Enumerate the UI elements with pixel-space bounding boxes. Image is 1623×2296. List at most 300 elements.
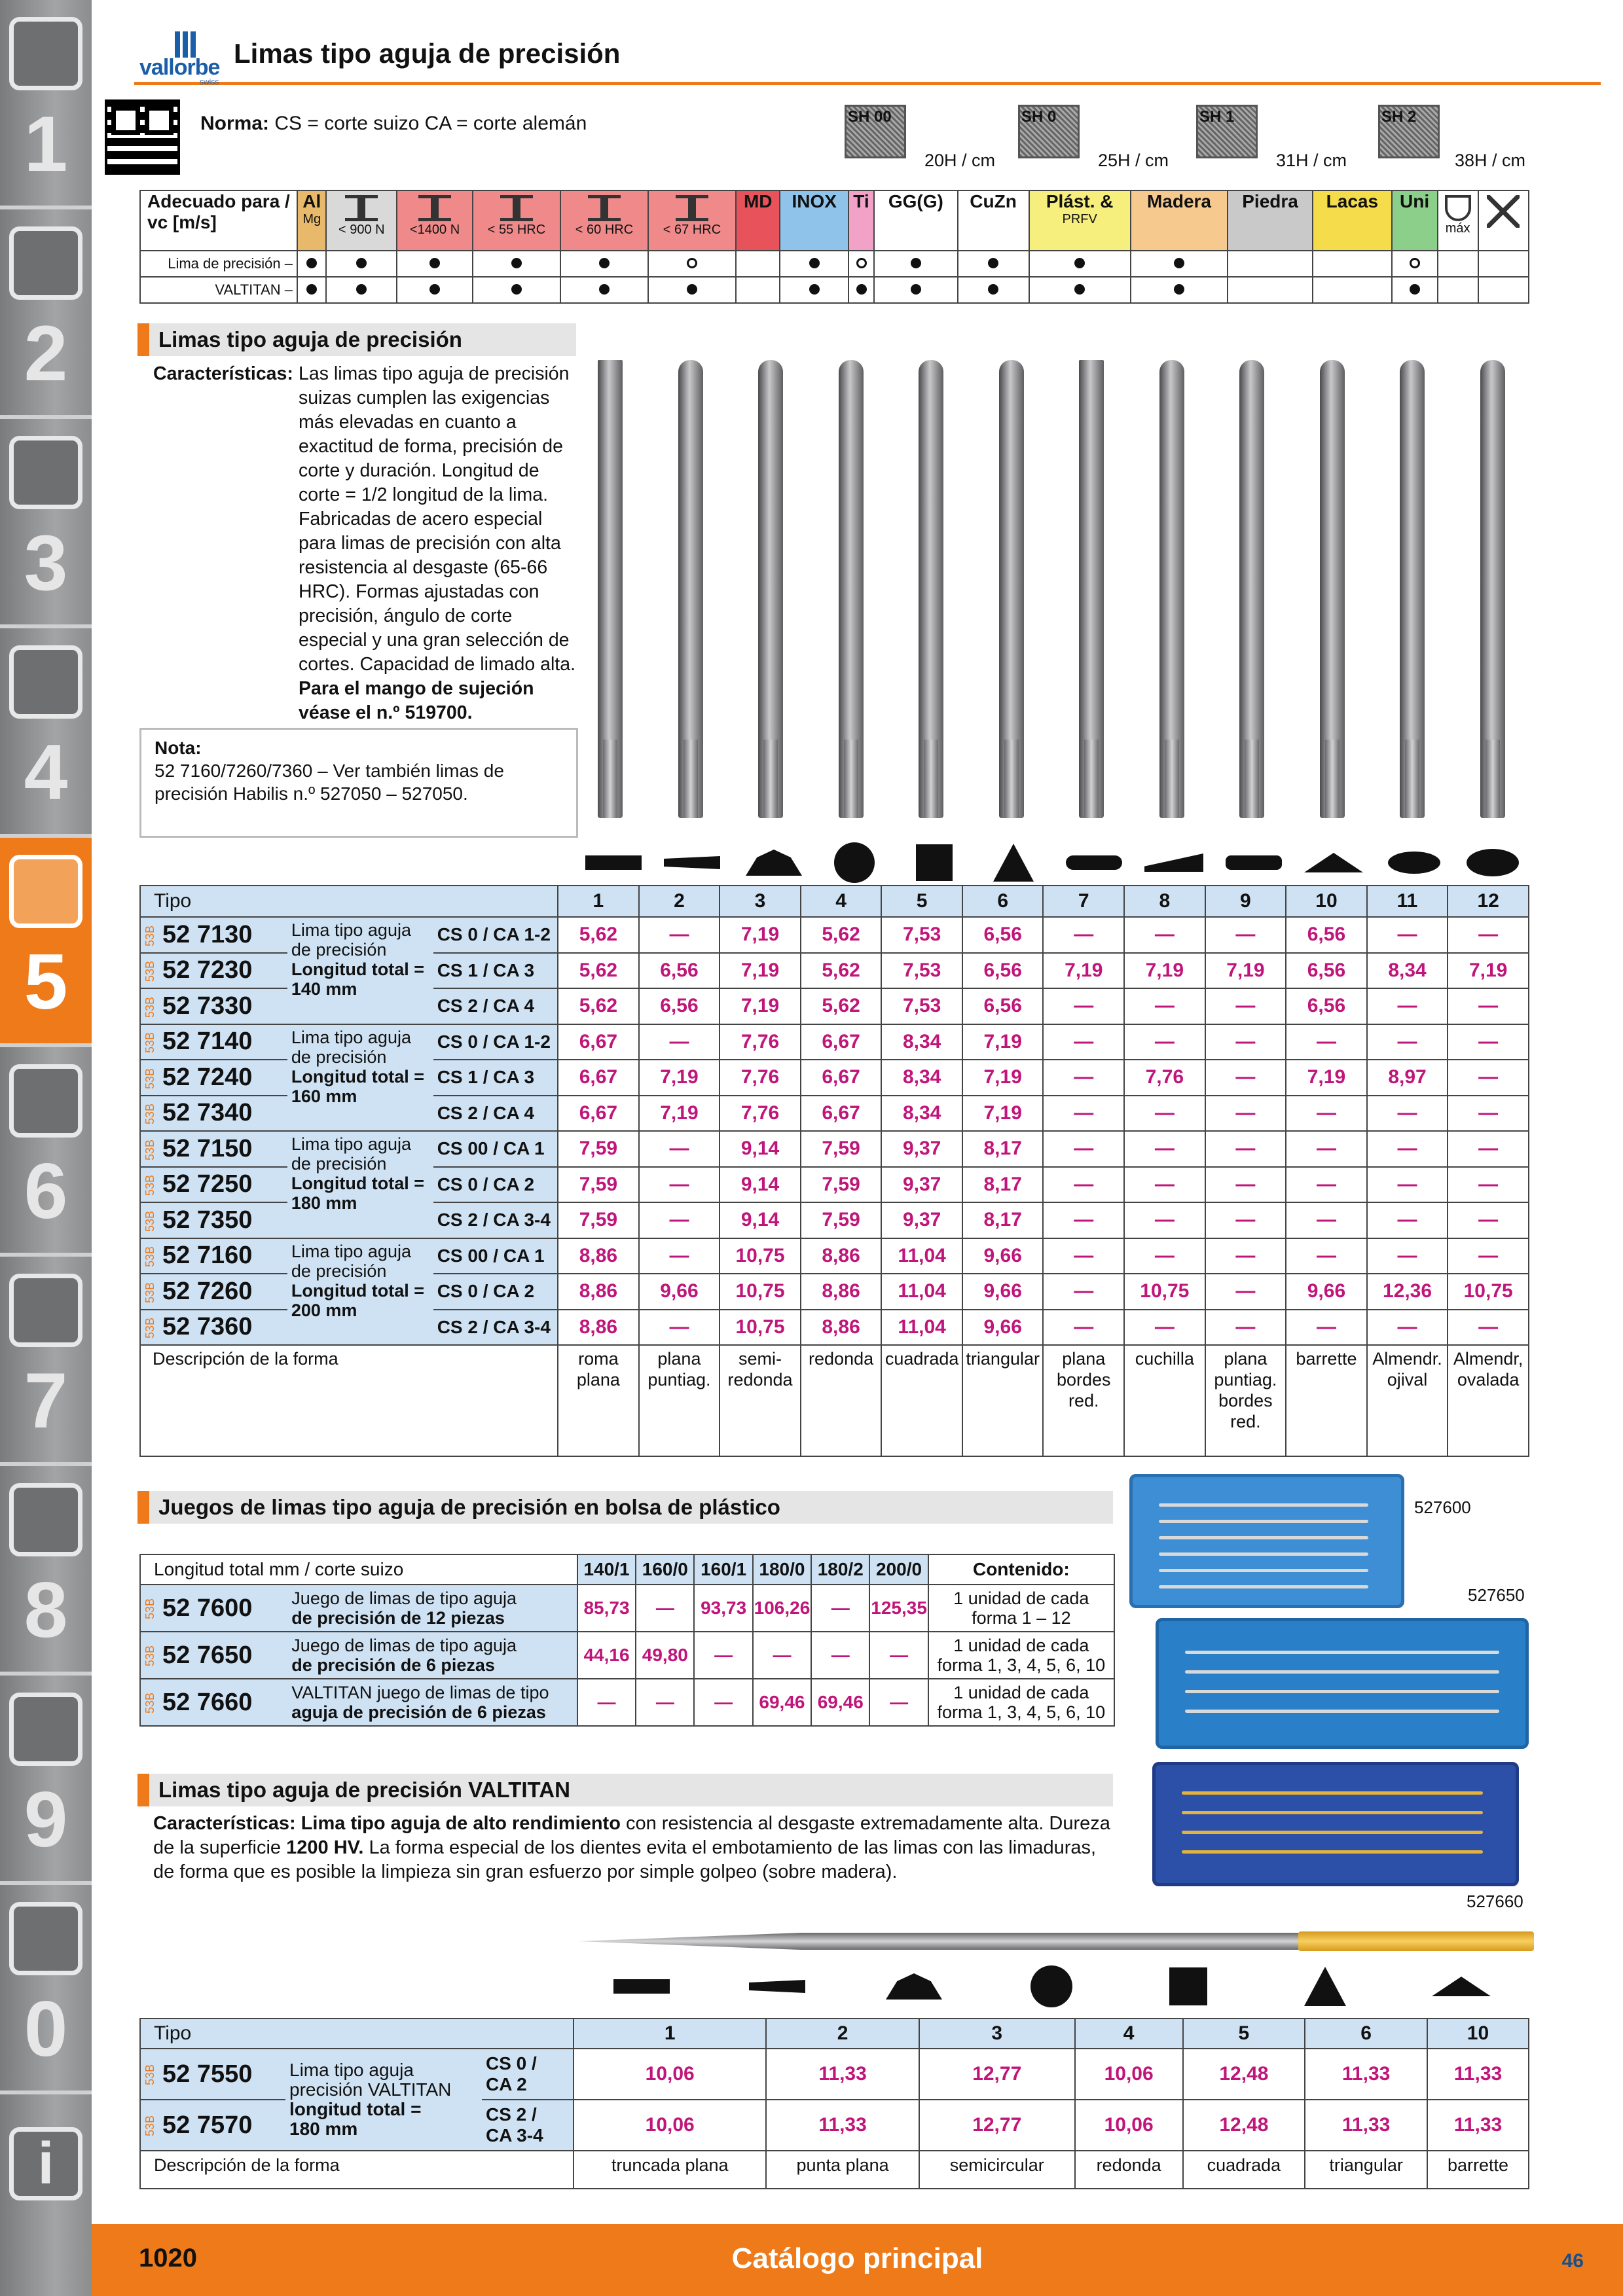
price-cell: — — [1043, 1310, 1124, 1346]
product-description: Lima tipo aguja precisión VALTITAN longitud total = 180 mm — [285, 2049, 482, 2151]
price-cell: — — [1205, 1202, 1286, 1238]
suitable-dot — [429, 258, 440, 268]
cut-swatch-sh1: SH 1 31H / cm — [1196, 105, 1347, 170]
page-footer — [92, 2224, 1623, 2296]
set-description: Juego de limas de tipo aguja de precisión de 6 piezas — [286, 1632, 577, 1679]
chapter-number: 9 — [24, 1776, 68, 1863]
coolant-icon — [1445, 195, 1471, 221]
suitable-dot — [429, 284, 440, 295]
bag-image-527650 — [1156, 1618, 1529, 1749]
price-cell: 8,97 — [1367, 1060, 1448, 1096]
material-column: Piedra — [1228, 190, 1313, 251]
note-box: Nota: 52 7160/7260/7360 – Ver también limas de precisión Habilis n.º 527050 – 527050. — [139, 728, 578, 838]
chapter-tab-7[interactable] — [0, 1257, 92, 1466]
article-number: 53B 52 7330 — [140, 988, 287, 1024]
price-cell: 7,76 — [720, 1096, 801, 1132]
chapter-tab-1[interactable] — [0, 0, 92, 209]
cut-grade: CS 00 / CA 1 — [433, 1131, 558, 1167]
price-cell: 12,48 — [1183, 2049, 1305, 2100]
material-column: CuZn — [958, 190, 1029, 251]
material-column: Lacas — [1313, 190, 1392, 251]
material-column: máx — [1438, 190, 1478, 251]
price-cell: 10,06 — [574, 2049, 766, 2100]
material-column: MD — [736, 190, 780, 251]
steel-icon — [500, 195, 533, 221]
valtitan-shape-2-icon — [749, 1980, 805, 1993]
price-cell: 7,19 — [962, 1096, 1044, 1132]
table-header: Tipo 1 2 3 4 5 6 7 8 9 10 11 12 — [140, 886, 1529, 917]
price-cell: — — [1367, 1310, 1448, 1346]
chapter-tab-4[interactable] — [0, 628, 92, 838]
price-cell: 7,53 — [881, 953, 962, 989]
price-cell: — — [1286, 1202, 1367, 1238]
section-header-precision-files: Limas tipo aguja de precisión — [137, 323, 576, 356]
section-header-valtitan: Limas tipo aguja de precisión VALTITAN — [137, 1774, 1113, 1806]
price-cell: 7,19 — [639, 1096, 720, 1132]
norma-text: Norma: CS = corte suizo CA = corte alemán — [200, 113, 587, 134]
price-cell: — — [1205, 1096, 1286, 1132]
valtitan-table — [139, 2018, 1529, 2189]
chapter-number: 6 — [24, 1147, 68, 1235]
material-column: < 67 HRC — [648, 190, 736, 251]
steel-icon — [418, 195, 451, 221]
price-cell: 11,33 — [1305, 2100, 1427, 2151]
price-cell: 7,53 — [881, 917, 962, 953]
price-cell: 6,56 — [962, 917, 1044, 953]
steel-icon — [676, 195, 708, 221]
set-contents: 1 unidad de cada forma 1, 3, 4, 5, 6, 10 — [928, 1632, 1114, 1679]
table-row[interactable] — [140, 1131, 1529, 1167]
price-cell: — — [1367, 917, 1448, 953]
price-cell: 7,53 — [881, 988, 962, 1024]
suitable-dot — [306, 284, 317, 295]
profile-shape-10-icon — [1304, 853, 1363, 872]
chapter-tab-8[interactable] — [0, 1466, 92, 1676]
characteristics-text: Características: Las limas tipo aguja de precisión suizas cumplen las exigencias más elevadas en cuanto a exactitud de forma, precisión de corte y duración. Longitud de corte = 1/2 longitud de la lima. Fabricadas de acero especial para limas de precisión con alta resistencia al desgaste (65-66 HRC). Formas ajustadas con precisión, ángulo de corte especial y una gran selección de cortes. Capacidad de limado alta. Para el mango de sujeción véase el n.º 519700. — [153, 363, 575, 723]
valtitan-shape-3-icon — [886, 1973, 942, 2000]
suitable-dot — [599, 258, 610, 268]
product-description: Lima tipo aguja de precisión Longitud total = 160 mm — [287, 1024, 433, 1132]
price-cell: — — [1367, 1238, 1448, 1274]
table-header: Longitud total mm / corte suizo 140/1 160/0 160/1 180/0 180/2 200/0 Contenido: — [140, 1554, 1114, 1585]
table-row[interactable] — [140, 917, 1529, 953]
price-cell: — — [639, 1167, 720, 1203]
material-column: Uni — [1392, 190, 1438, 251]
cut-grade: CS 0 / CA 1-2 — [433, 1024, 558, 1060]
price-cell: — — [1205, 1274, 1286, 1310]
price-cell: 9,37 — [881, 1202, 962, 1238]
no-coolant-icon — [1487, 195, 1520, 228]
price-cell: 9,66 — [639, 1274, 720, 1310]
shape-description-row: Descripción de la forma roma plana plana puntiag. semi-redonda redonda cuadrada triangular plana bordes red. cuchilla plana puntiag. bordes red. barrette Almendr. ojival Almendr, ovalada — [140, 1345, 1529, 1456]
profile-shape-9-icon — [1226, 855, 1282, 870]
cut-grade: CS 1 / CA 3 — [433, 1060, 558, 1096]
price-cell: 11,33 — [766, 2100, 919, 2151]
price-cell: — — [1124, 1131, 1205, 1167]
price-cell: 6,56 — [962, 988, 1044, 1024]
price-cell: 6,67 — [801, 1060, 882, 1096]
price-cell: — — [1448, 917, 1529, 953]
price-cell: 69,46 — [811, 1679, 869, 1726]
set-contents: 1 unidad de cada forma 1 – 12 — [928, 1585, 1114, 1632]
profile-shape-3-icon — [746, 850, 802, 876]
price-cell: — — [1124, 1238, 1205, 1274]
price-cell: 6,56 — [1286, 988, 1367, 1024]
info-icon[interactable]: i — [9, 2127, 82, 2200]
price-cell: 8,86 — [801, 1274, 882, 1310]
price-cell: 10,75 — [1448, 1274, 1529, 1310]
price-cell: — — [1286, 1096, 1367, 1132]
product-description: Lima tipo aguja de precisión Longitud total = 180 mm — [287, 1131, 433, 1238]
price-cell: 5,62 — [558, 988, 639, 1024]
price-cell: 6,56 — [639, 988, 720, 1024]
limited-circle — [1410, 258, 1420, 268]
valtitan-shape-1-icon — [613, 1979, 670, 1994]
price-cell: 7,59 — [801, 1202, 882, 1238]
chapter-tab-0[interactable] — [0, 1885, 92, 2094]
file-shape-4-image — [839, 360, 864, 818]
price-cell: 12,77 — [919, 2100, 1075, 2151]
price-cell: — — [1448, 1202, 1529, 1238]
price-cell: 9,37 — [881, 1131, 962, 1167]
file-shape-1-image — [598, 360, 623, 818]
price-cell: — — [639, 1131, 720, 1167]
price-cell: — — [1043, 1274, 1124, 1310]
price-cell: — — [1367, 1167, 1448, 1203]
suitable-dot — [511, 284, 522, 295]
sets-table — [139, 1554, 1115, 1727]
chapter-number: 7 — [24, 1357, 68, 1444]
article-number: 53B 52 7160 — [140, 1238, 287, 1274]
chapter-number: 1 — [24, 100, 68, 188]
price-cell: 10,75 — [720, 1310, 801, 1346]
price-cell: — — [1205, 988, 1286, 1024]
suitable-dot — [988, 258, 998, 268]
precision-files-table — [139, 885, 1529, 1457]
chapter-number: 5 — [24, 938, 68, 1026]
cut-swatch-sh2: SH 2 38H / cm — [1378, 105, 1525, 170]
profile-shape-12-icon — [1467, 849, 1519, 876]
article-number: 53B 52 7600 — [140, 1585, 286, 1632]
material-column: < 900 N — [326, 190, 397, 251]
file-shape-9-image — [1239, 360, 1264, 818]
price-cell: 12,48 — [1183, 2100, 1305, 2151]
cut-grade: CS 0 / CA 2 — [433, 1167, 558, 1203]
article-number: 53B 52 7660 — [140, 1679, 286, 1726]
price-cell: 8,17 — [962, 1202, 1044, 1238]
cut-grade: CS 1 / CA 3 — [433, 953, 558, 989]
set-description: VALTITAN juego de limas de tipo aguja de precisión de 6 piezas — [286, 1679, 577, 1726]
cut-swatch-sh0: SH 0 25H / cm — [1018, 105, 1169, 170]
price-cell: 7,19 — [720, 917, 801, 953]
price-cell: — — [639, 1202, 720, 1238]
chapter-9-icon — [9, 1693, 82, 1766]
price-cell: — — [1448, 1024, 1529, 1060]
price-cell: 7,76 — [720, 1024, 801, 1060]
material-column: <1400 N — [397, 190, 473, 251]
article-number: 53B 52 7340 — [140, 1096, 287, 1132]
article-number: 53B 52 7230 — [140, 953, 287, 989]
price-cell: 6,67 — [801, 1096, 882, 1132]
suitability-label: Adecuado para / vc [m/s] — [140, 190, 297, 251]
price-cell: — — [1448, 1167, 1529, 1203]
price-cell: — — [1124, 1024, 1205, 1060]
price-cell: 11,04 — [881, 1238, 962, 1274]
price-cell: — — [1043, 917, 1124, 953]
tag-527650: 527650 — [1468, 1585, 1525, 1605]
page-header — [134, 25, 1601, 85]
price-cell: 10,75 — [1124, 1274, 1205, 1310]
price-cell: — — [1448, 1060, 1529, 1096]
chapter-tab-6[interactable] — [0, 1047, 92, 1257]
price-cell: 6,67 — [558, 1096, 639, 1132]
chapter-tab-5[interactable] — [0, 838, 92, 1047]
price-cell: — — [1043, 1167, 1124, 1203]
suitable-dot — [1174, 284, 1184, 295]
price-cell: — — [694, 1632, 752, 1679]
price-cell: — — [1205, 1060, 1286, 1096]
cut-grade: CS 2 / CA 4 — [433, 1096, 558, 1132]
price-cell: 7,19 — [962, 1060, 1044, 1096]
suitable-dot — [1074, 258, 1085, 268]
price-cell: 11,04 — [881, 1274, 962, 1310]
tag-527660: 527660 — [1467, 1892, 1523, 1911]
article-number: 53B 52 7650 — [140, 1632, 286, 1679]
price-cell: 12,36 — [1367, 1274, 1448, 1310]
price-cell: 10,06 — [1075, 2100, 1183, 2151]
price-cell: 7,59 — [801, 1167, 882, 1203]
price-cell: — — [1124, 1096, 1205, 1132]
price-cell: 7,76 — [720, 1060, 801, 1096]
price-cell: 11,33 — [766, 2049, 919, 2100]
suitable-dot — [599, 284, 610, 295]
price-cell: 8,86 — [801, 1238, 882, 1274]
price-cell: — — [1043, 1024, 1124, 1060]
valtitan-shape-6-icon — [1304, 1967, 1346, 2006]
chapter-rail — [0, 0, 92, 2296]
article-number: 53B 52 7150 — [140, 1131, 287, 1167]
price-cell: 7,59 — [558, 1131, 639, 1167]
suitable-dot — [511, 258, 522, 268]
price-cell: — — [1367, 988, 1448, 1024]
article-number: 53B 52 7250 — [140, 1167, 287, 1203]
chapter-7-icon — [9, 1274, 82, 1347]
catalog-name: Catálogo principal — [731, 2242, 983, 2274]
material-column: GG(G) — [874, 190, 958, 251]
qr-code[interactable] — [105, 99, 180, 175]
set-description: Juego de limas de tipo aguja de precisión de 12 piezas — [286, 1585, 577, 1632]
profile-shape-1-icon — [585, 855, 642, 870]
price-cell: — — [1367, 1096, 1448, 1132]
chapter-6-icon — [9, 1064, 82, 1138]
limited-circle — [856, 258, 867, 268]
cut-grade: CS 2 / CA 3-4 — [433, 1310, 558, 1346]
price-cell: — — [694, 1679, 752, 1726]
price-cell: — — [1043, 1060, 1124, 1096]
cut-swatch-sh00: SH 00 20H / cm — [845, 105, 995, 170]
table-row[interactable] — [140, 1632, 1114, 1679]
article-number: 53B 52 7350 — [140, 1202, 287, 1238]
chapter-5-icon — [9, 855, 82, 928]
suitable-dot — [306, 258, 317, 268]
price-cell: 125,35 — [869, 1585, 928, 1632]
table-row[interactable] — [140, 1024, 1529, 1060]
price-cell: 7,19 — [720, 953, 801, 989]
suitable-dot — [687, 284, 697, 295]
price-cell: — — [1043, 988, 1124, 1024]
file-shape-7-image — [1079, 360, 1104, 818]
price-cell: 9,37 — [881, 1167, 962, 1203]
file-shape-3-image — [758, 360, 783, 818]
price-cell: — — [636, 1679, 694, 1726]
price-cell: — — [1448, 1131, 1529, 1167]
price-cell: 11,33 — [1427, 2049, 1529, 2100]
vallorbe-logo: vallorbe swiss — [139, 31, 231, 77]
file-shape-2-image — [678, 360, 703, 818]
price-cell: 6,56 — [639, 953, 720, 989]
suitable-dot — [1410, 284, 1420, 295]
chapter-number: 4 — [24, 728, 68, 816]
price-cell: — — [1286, 1167, 1367, 1203]
price-cell: — — [1205, 1024, 1286, 1060]
suitable-dot — [911, 258, 921, 268]
price-cell: 7,76 — [1124, 1060, 1205, 1096]
chapter-number: 3 — [24, 519, 68, 607]
price-cell: 7,59 — [801, 1131, 882, 1167]
material-column: INOX — [780, 190, 848, 251]
article-number: 53B 52 7130 — [140, 917, 287, 953]
chapter-tab-3[interactable] — [0, 419, 92, 628]
price-cell: 8,34 — [881, 1060, 962, 1096]
product-description: Lima tipo aguja de precisión Longitud total = 200 mm — [287, 1238, 433, 1346]
section-header-sets: Juegos de limas tipo aguja de precisión en bolsa de plástico — [137, 1491, 1113, 1524]
price-cell: 7,59 — [558, 1202, 639, 1238]
price-cell: 8,86 — [558, 1274, 639, 1310]
price-cell: — — [1367, 1131, 1448, 1167]
material-column — [1478, 190, 1529, 251]
price-cell: 9,66 — [1286, 1274, 1367, 1310]
article-number: 53B 52 7550 — [140, 2049, 285, 2100]
price-cell: 9,66 — [962, 1238, 1044, 1274]
price-cell: — — [1286, 1131, 1367, 1167]
price-cell: 6,56 — [1286, 917, 1367, 953]
material-column: < 60 HRC — [560, 190, 648, 251]
price-cell: 11,33 — [1305, 2049, 1427, 2100]
suitability-table — [139, 190, 1529, 304]
price-cell: 7,19 — [720, 988, 801, 1024]
price-cell: — — [639, 1238, 720, 1274]
chapter-number: 8 — [24, 1566, 68, 1654]
price-cell: 7,19 — [1124, 953, 1205, 989]
price-cell: — — [1124, 1167, 1205, 1203]
price-cell: — — [1205, 1310, 1286, 1346]
steel-icon — [345, 195, 378, 221]
price-cell: — — [1448, 1310, 1529, 1346]
valtitan-shape-4-icon — [1030, 1965, 1072, 2007]
price-cell: 44,16 — [577, 1632, 636, 1679]
chapter-1-icon — [9, 17, 82, 90]
profile-shape-7-icon — [1066, 855, 1122, 870]
price-cell: — — [753, 1632, 811, 1679]
limited-circle — [687, 258, 697, 268]
article-number: 53B 52 7240 — [140, 1060, 287, 1096]
section-number: 46 — [1561, 2250, 1584, 2272]
price-cell: 49,80 — [636, 1632, 694, 1679]
chapter-number: 2 — [24, 310, 68, 397]
table-row[interactable] — [140, 2049, 1529, 2100]
price-cell: 10,06 — [1075, 2049, 1183, 2100]
price-cell: — — [1205, 1238, 1286, 1274]
profile-shape-4-icon — [834, 842, 875, 883]
price-cell: — — [1367, 1024, 1448, 1060]
price-cell: — — [1205, 917, 1286, 953]
price-cell: — — [1043, 1238, 1124, 1274]
price-cell: 7,19 — [962, 1024, 1044, 1060]
suitable-dot — [356, 258, 367, 268]
material-column: Al Mg — [297, 190, 326, 251]
table-row[interactable] — [140, 1585, 1114, 1632]
material-column: Madera — [1131, 190, 1228, 251]
price-cell: 85,73 — [577, 1585, 636, 1632]
price-cell: — — [1124, 1202, 1205, 1238]
file-shape-11-image — [1400, 360, 1425, 818]
price-cell: 7,19 — [1205, 953, 1286, 989]
price-cell: — — [577, 1679, 636, 1726]
price-cell: 9,66 — [962, 1310, 1044, 1346]
price-cell: — — [811, 1632, 869, 1679]
page-title: Limas tipo aguja de precisión — [234, 38, 621, 69]
price-cell: — — [1367, 1202, 1448, 1238]
chapter-tab-9[interactable] — [0, 1676, 92, 1885]
table-row[interactable] — [140, 1238, 1529, 1274]
price-cell: — — [1448, 988, 1529, 1024]
price-cell: 6,67 — [558, 1060, 639, 1096]
file-images — [593, 360, 1535, 818]
suitable-dot — [911, 284, 921, 295]
price-cell: 8,17 — [962, 1167, 1044, 1203]
chapter-number: 0 — [24, 1985, 68, 2073]
price-cell: 6,67 — [801, 1024, 882, 1060]
price-cell: 93,73 — [694, 1585, 752, 1632]
price-cell: — — [639, 1310, 720, 1346]
price-cell: — — [639, 1024, 720, 1060]
price-cell: 7,19 — [639, 1060, 720, 1096]
bag-image-527660 — [1152, 1762, 1519, 1886]
chapter-tab-2[interactable] — [0, 209, 92, 419]
price-cell: 10,06 — [574, 2100, 766, 2151]
chapter-3-icon — [9, 436, 82, 509]
price-cell: 5,62 — [801, 988, 882, 1024]
suitability-row: VALTITAN – — [140, 277, 1529, 303]
price-cell: 7,19 — [1286, 1060, 1367, 1096]
price-cell: — — [869, 1632, 928, 1679]
price-cell: — — [1286, 1238, 1367, 1274]
chapter-8-icon — [9, 1483, 82, 1556]
price-cell: — — [1205, 1131, 1286, 1167]
product-description: Lima tipo aguja de precisión Longitud total = 140 mm — [287, 917, 433, 1024]
article-number: 53B 52 7260 — [140, 1274, 287, 1310]
valtitan-file-image — [578, 1928, 1534, 1954]
table-row[interactable] — [140, 1679, 1114, 1726]
file-shape-12-image — [1480, 360, 1505, 818]
price-cell: — — [1286, 1024, 1367, 1060]
price-cell: 5,62 — [558, 917, 639, 953]
set-contents: 1 unidad de cada forma 1, 3, 4, 5, 6, 10 — [928, 1679, 1114, 1726]
price-cell: 8,17 — [962, 1131, 1044, 1167]
suitability-row: Lima de precisión – — [140, 251, 1529, 277]
price-cell: — — [1448, 1238, 1529, 1274]
price-cell: 7,59 — [558, 1167, 639, 1203]
